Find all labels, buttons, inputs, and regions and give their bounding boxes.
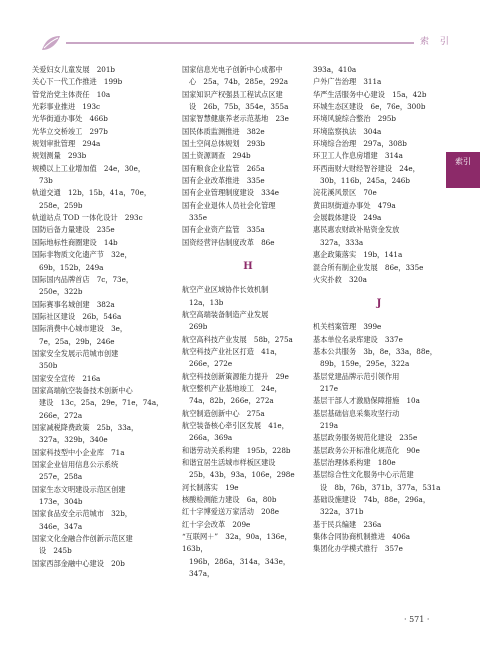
index-entry-continuation: 69b，152b，249a bbox=[39, 262, 104, 272]
index-entry-text: 轨道交通 12b，15b，41a，70e， bbox=[32, 188, 152, 198]
index-entry bbox=[182, 113, 314, 125]
index-entry bbox=[182, 187, 314, 199]
index-entry-continuation: 257e，258a bbox=[39, 472, 83, 482]
index-entry bbox=[182, 420, 314, 445]
index-entry bbox=[313, 113, 445, 125]
index-entry bbox=[32, 311, 164, 323]
index-entry-text: 国际赛事名城创建 382a bbox=[32, 299, 115, 309]
index-entry-text: 393a，410a bbox=[313, 65, 357, 74]
index-entry-text: 国际地标性商圈建设 14b bbox=[32, 237, 118, 247]
index-entry bbox=[32, 299, 164, 311]
index-entry bbox=[313, 395, 445, 407]
index-entry-continuation: 335e bbox=[189, 213, 207, 223]
index-entry-text: 航空高科技产业发展 58b，275a bbox=[182, 334, 293, 344]
index-entry-text: 惠民惠农财政补贴资金发放 bbox=[313, 225, 400, 235]
index-entry-text: 环城生态区建设 6e，76e，300b bbox=[313, 102, 426, 112]
index-entry-text: 浣花溪风景区 70e bbox=[313, 188, 377, 198]
index-entry-text: 基层政务服务规范化建设 235e bbox=[313, 433, 418, 443]
header-rule bbox=[66, 42, 414, 44]
index-entry-continuation: 设 8b，76b，371b，377a，531a bbox=[320, 482, 441, 492]
index-entry bbox=[313, 457, 445, 469]
index-entry bbox=[313, 200, 445, 212]
index-entry-text: 基层干部人才激励保障措施 10a bbox=[313, 396, 420, 406]
index-entry-continuation: 心 25a，74b，285e，292a bbox=[189, 77, 289, 87]
index-entry-text: 红十字会改革 209e bbox=[182, 519, 251, 529]
index-entry bbox=[182, 494, 314, 506]
index-entry-continuation: 7e，25a，29b，246e bbox=[39, 336, 115, 346]
index-entry-text: 规模以上工业增加值 24e，30e， bbox=[32, 163, 146, 173]
leaf-ornament-icon bbox=[40, 32, 62, 54]
index-entry bbox=[32, 348, 164, 373]
index-entry-text: 国家高端航空装备技术创新中心 bbox=[32, 385, 133, 395]
side-index-tab: 索引 bbox=[446, 152, 480, 188]
index-entry-text: 国际非物质文化遗产节 32e， bbox=[32, 250, 132, 260]
index-entry-text: 国有企业管理制度建设 334e bbox=[182, 188, 280, 198]
index-entry-continuation: 327a，329b，340e bbox=[39, 435, 108, 445]
index-entry-text: 户外广告治理 311a bbox=[313, 77, 382, 87]
index-entry-text: 基层治理体系构建 180e bbox=[313, 457, 396, 467]
index-entry bbox=[313, 101, 445, 113]
index-entry-text: 基层基础信息采集攻坚行动 bbox=[313, 408, 400, 418]
index-entry-continuation: 173e，304b bbox=[39, 497, 83, 507]
index-entry bbox=[182, 126, 314, 138]
index-entry bbox=[32, 150, 164, 162]
index-entry-text: 航空制造创新中心 275a bbox=[182, 408, 265, 418]
index-entry bbox=[182, 445, 314, 457]
index-entry-text: 航空产业区域协作长效机制 bbox=[182, 285, 269, 295]
index-entry-text: “互联网＋” 32a，90a，136e，163b， bbox=[182, 532, 292, 554]
index-entry bbox=[32, 89, 164, 101]
index-entry-text: 光华街道办事处 466b bbox=[32, 114, 108, 124]
index-entry-text: 国家食品安全示范城市 32b， bbox=[32, 509, 132, 519]
index-entry-text: 国有粮食企业监管 265a bbox=[182, 163, 265, 173]
index-entry-continuation: 217e bbox=[320, 383, 338, 393]
index-entry bbox=[313, 346, 445, 371]
index-entry bbox=[182, 371, 314, 383]
index-entry bbox=[32, 385, 164, 422]
index-entry-continuation: 196b，286a，314a，343e，347a， bbox=[189, 556, 291, 579]
index-entry bbox=[32, 373, 164, 385]
index-entry bbox=[313, 531, 445, 543]
index-entry bbox=[32, 163, 164, 188]
index-entry bbox=[182, 408, 314, 420]
index-entry bbox=[313, 519, 445, 531]
index-entry bbox=[32, 558, 164, 570]
index-entry-text: 国防后备力量建设 235e bbox=[32, 225, 115, 235]
index-entry-continuation: 327a，333a bbox=[320, 237, 364, 247]
index-entry-text: 规划测量 293b bbox=[32, 151, 87, 161]
index-entry-continuation: 设 26b，75b，354e，355a bbox=[189, 102, 289, 112]
index-entry-text: 环境风貌综合整治 295b bbox=[313, 114, 397, 124]
section-letter: H bbox=[243, 261, 253, 273]
index-entry-continuation: 269b bbox=[189, 322, 208, 332]
index-entry-text: 国际社区建设 26b，546a bbox=[32, 311, 122, 321]
index-entry-text: 关心下一代工作推进 199b bbox=[32, 77, 123, 87]
index-entry bbox=[313, 249, 445, 261]
index-entry-text: 光华立交桥竣工 297b bbox=[32, 126, 108, 136]
index-entry-text: 河长制落实 19e bbox=[182, 482, 239, 492]
index-entry-text: 国际国内品牌首店 7c，73e， bbox=[32, 274, 134, 284]
section-letter: J bbox=[376, 298, 382, 310]
index-entry-continuation: 250e，322b bbox=[39, 287, 83, 297]
index-entry bbox=[182, 506, 314, 518]
index-entry bbox=[32, 459, 164, 484]
index-entry-text: 和谐宜居生活城市样板区建设 bbox=[182, 457, 276, 467]
index-entry-text: 红十字博爱送万家活动 208e bbox=[182, 507, 280, 517]
index-entry-continuation: 219a bbox=[320, 420, 339, 430]
index-entry bbox=[313, 187, 445, 199]
index-entry-continuation: 12a，13b bbox=[189, 297, 224, 307]
index-entry-text: 火灾扑救 320a bbox=[313, 274, 367, 284]
index-entry bbox=[313, 138, 445, 150]
index-entry-continuation: 设 245b bbox=[39, 546, 72, 556]
index-entry-text: 国际消费中心城市建设 3e， bbox=[32, 324, 128, 334]
index-entry-text: 机关档案管理 399e bbox=[313, 322, 382, 332]
index-entry bbox=[32, 113, 164, 125]
index-entry bbox=[32, 212, 164, 224]
index-entry-text: 轨道站点 TOD 一体化设计 293c bbox=[32, 213, 143, 223]
index-entry-continuation: 266a，369a bbox=[189, 433, 233, 443]
index-entry-continuation: 30b，116b，245a，246b bbox=[320, 176, 410, 186]
index-entry-text: 环境综合治理 297a，308b bbox=[313, 139, 407, 149]
index-entry bbox=[32, 138, 164, 150]
index-entry bbox=[182, 89, 314, 114]
index-entry-text: 基层政务公开标准化规范化 90e bbox=[313, 445, 420, 455]
index-entry-continuation: 266e，272e bbox=[189, 359, 233, 369]
index-entry bbox=[32, 187, 164, 212]
index-entry bbox=[313, 445, 445, 457]
index-entry-text: 国有企业改革推进 335e bbox=[182, 176, 265, 186]
index-entry-text: 国家文化金融合作创新示范区建 bbox=[32, 534, 133, 544]
index-column-1 bbox=[32, 64, 164, 570]
index-entry-continuation: 73b bbox=[39, 176, 53, 186]
index-entry bbox=[182, 138, 314, 150]
index-entry-text: 华严生活服务中心建设 15a，42b bbox=[313, 89, 427, 99]
index-entry bbox=[313, 543, 445, 555]
index-entry bbox=[32, 484, 164, 509]
index-entry bbox=[313, 262, 445, 274]
index-entry bbox=[182, 64, 314, 89]
index-entry bbox=[182, 346, 314, 371]
index-entry bbox=[182, 224, 314, 236]
index-entry bbox=[313, 224, 445, 249]
index-entry bbox=[313, 150, 445, 162]
index-entry bbox=[182, 457, 314, 482]
index-entry bbox=[182, 531, 314, 580]
index-entry-continuation: 25b，43b，93a，106e，298e bbox=[189, 470, 295, 480]
index-entry-text: 国资经营评估制度改革 86e bbox=[182, 237, 275, 247]
index-entry bbox=[32, 101, 164, 113]
index-entry bbox=[313, 76, 445, 88]
index-entry bbox=[313, 89, 445, 101]
index-entry bbox=[32, 126, 164, 138]
index-entry-text: 环西南财大财经智谷建设 24e， bbox=[313, 163, 420, 173]
index-entry-text: 国家西部金融中心建设 20b bbox=[32, 558, 125, 568]
index-entry bbox=[313, 212, 445, 224]
index-entry-text: 航空装备核心牵引区发展 41e， bbox=[182, 420, 289, 430]
index-entry-text: 集团化办学模式推行 357e bbox=[313, 544, 403, 554]
index-entry bbox=[313, 432, 445, 444]
index-entry bbox=[182, 175, 314, 187]
index-entry-text: 和谐劳动关系构建 195b，228b bbox=[182, 445, 291, 455]
index-entry bbox=[313, 408, 445, 433]
index-entry bbox=[32, 447, 164, 459]
index-entry bbox=[32, 422, 164, 447]
index-entry bbox=[182, 200, 314, 225]
index-entry bbox=[313, 469, 445, 494]
index-entry bbox=[32, 533, 164, 558]
index-entry-continuation: 74a，82b，266e，272a bbox=[189, 396, 274, 406]
index-entry bbox=[32, 249, 164, 274]
index-entry-text: 国家企业信用信息公示系统 bbox=[32, 460, 119, 469]
index-entry-text: 国家生态文明建设示范区创建 bbox=[32, 484, 126, 494]
index-entry-continuation: 322a，371b bbox=[320, 507, 364, 517]
index-entry-text: 惠企政策落实 19b，141a bbox=[313, 250, 403, 260]
index-column-2 bbox=[182, 64, 314, 580]
index-entry bbox=[32, 508, 164, 533]
index-entry-text: 航空整机产业基地竣工 24e， bbox=[182, 383, 282, 393]
index-entry-text: 核酸检测能力建设 6a，80b bbox=[182, 495, 277, 504]
index-entry bbox=[32, 274, 164, 299]
index-entry bbox=[182, 237, 314, 249]
index-entry-continuation: 350b bbox=[39, 361, 58, 371]
index-entry-continuation: 89b，159e，295e，322a bbox=[320, 359, 410, 369]
index-entry-text: 管党治党主体责任 10a bbox=[32, 89, 111, 99]
index-entry-continuation: 258e，259b bbox=[39, 200, 83, 210]
index-entry-text: 环境监察执法 304a bbox=[313, 126, 382, 136]
index-entry bbox=[182, 519, 314, 531]
index-entry-text: 基本单位名录库建设 337e bbox=[313, 334, 403, 344]
index-entry bbox=[182, 150, 314, 162]
index-entry bbox=[182, 334, 314, 346]
index-entry bbox=[313, 334, 445, 346]
index-entry-text: 航空高端装备制造产业发展 bbox=[182, 309, 269, 319]
index-entry-text: 国家减税降费政策 25b，33a， bbox=[32, 422, 139, 432]
index-entry-text: 光彩事业推进 193c bbox=[32, 102, 101, 112]
index-entry-text: 基层综合性文化服务中心示范建 bbox=[313, 470, 414, 480]
index-entry bbox=[32, 76, 164, 88]
index-entry-text: 会展载体建设 249a bbox=[313, 213, 382, 223]
index-entry bbox=[32, 224, 164, 236]
index-entry bbox=[313, 371, 445, 396]
index-entry-text: 基于民兵编建 236a bbox=[313, 519, 382, 529]
index-entry bbox=[313, 126, 445, 138]
index-entry-text: 基础设施建设 74b，88e，296a， bbox=[313, 495, 431, 504]
index-entry-text: 国家智慧健康养老示范基地 23e bbox=[182, 114, 289, 124]
index-entry-continuation: 346e，347a bbox=[39, 521, 83, 531]
index-entry bbox=[182, 383, 314, 408]
index-column-3 bbox=[313, 64, 445, 556]
index-entry bbox=[313, 163, 445, 188]
header-label: 索 引 bbox=[420, 37, 453, 47]
index-entry bbox=[32, 237, 164, 249]
index-entry-text: 国家科技型中小企业库 71a bbox=[32, 447, 125, 457]
index-entry bbox=[313, 64, 445, 76]
index-entry-text: 国有企业资产监管 335a bbox=[182, 225, 265, 235]
index-entry bbox=[32, 64, 164, 76]
index-entry-text: 国土资源调查 294b bbox=[182, 151, 251, 161]
index-entry bbox=[313, 321, 445, 333]
index-entry-text: 规划审批管理 294a bbox=[32, 139, 101, 149]
index-entry-text: 国家安全发展示范城市创建 bbox=[32, 348, 119, 358]
index-entry bbox=[182, 163, 314, 175]
index-entry-text: 黄田坝街道办事处 479a bbox=[313, 200, 396, 210]
index-entry-text: 基本公共服务 3b，8e，33a，88e， bbox=[313, 346, 437, 356]
index-entry-text: 国家知识产权强县工程试点区建 bbox=[182, 89, 283, 99]
index-entry bbox=[32, 323, 164, 348]
index-entry bbox=[182, 309, 314, 334]
index-entry-continuation: 建设 13c，25a，29e，71e，74a，266e，272a bbox=[39, 398, 164, 420]
index-entry-text: 环卫工人作息房增建 314a bbox=[313, 151, 403, 161]
index-entry-text: 基层党建品牌示范引领作用 bbox=[313, 371, 400, 381]
index-entry bbox=[313, 494, 445, 519]
index-entry-text: 国有企业退休人员社会化管理 bbox=[182, 200, 276, 210]
index-entry-text: 航空科技产业社区打造 41a， bbox=[182, 346, 282, 356]
index-entry-text: 国家信息光电子创新中心成都中 bbox=[182, 65, 283, 74]
page-number: · 571 · bbox=[404, 615, 430, 624]
index-entry-text: 国土空间总体规划 293b bbox=[182, 139, 266, 149]
index-entry bbox=[182, 284, 314, 309]
index-entry-text: 集体合同协商机制推进 406a bbox=[313, 532, 411, 542]
index-entry-text: 关爱妇女儿童发展 201b bbox=[32, 65, 116, 74]
index-entry-text: 航空科技创新策源能力提升 29e bbox=[182, 371, 289, 381]
index-entry-text: 国民体质监测推进 382e bbox=[182, 126, 265, 136]
index-entry bbox=[182, 482, 314, 494]
index-entry bbox=[313, 274, 445, 286]
index-entry-text: 混合所有制企业发展 86e，335e bbox=[313, 262, 424, 272]
index-entry-text: 国家安全宣传 216a bbox=[32, 373, 101, 383]
